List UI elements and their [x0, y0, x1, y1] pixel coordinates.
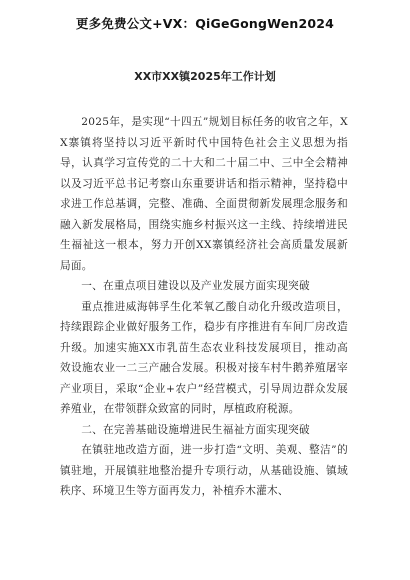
section-paragraph-2: 在镇驻地改造方面，进一步打造“文明、美观、整洁”的镇驻地，开展镇驻地整治提升专项行动，从基础设施、镇域秩序、环境卫生等方面再发力，补植乔木灌木、	[60, 444, 348, 497]
section-heading-2: 二、在完善基础设施增进民生福祉方面实现突破	[81, 423, 310, 436]
header-watermark-text: 更多免费公文+VX：QiGeGongWen2024	[75, 16, 335, 31]
document-body	[60, 112, 348, 502]
document-title: XX市XX镇2025年工作计划	[134, 70, 276, 83]
section-heading-1: 一、在重点项目建设以及产业发展方面实现突破	[81, 280, 310, 292]
section-paragraph-1: 重点推进威海韩孚生化苯氧乙酸自动化升级改造项目，持续跟踪企业做好服务工作，稳步有序推进有车间厂房改造升级。加速实施XX市乳苗生态农业科技发展项目，推动高效设施农业一二三产融合发展。积极对接车村牛鹅养殖屠宰产业项目，采取“企业+农户”经营模式，引导周边群众发展养殖业，在带领群众致富的同时，厚植政府税源。	[60, 300, 348, 415]
intro-paragraph: 2025年，是实现“十四五”规划目标任务的收官之年，XX寨镇将坚持以习近平新时代中国特色社会主义思想为指导，认真学习宣传党的二十大和二十届二中、三中全会精神以及习近平总书记考察山东重要讲话和指示精神，坚持稳中求进工作总基调，完整、准确、全面贯彻新发展理念服务和融入新发展格局，围绕实施乡村振兴这一主线、持续增进民生福祉这一根本，努力开创XX寨镇经济社会高质量发展新局面。	[60, 116, 348, 272]
